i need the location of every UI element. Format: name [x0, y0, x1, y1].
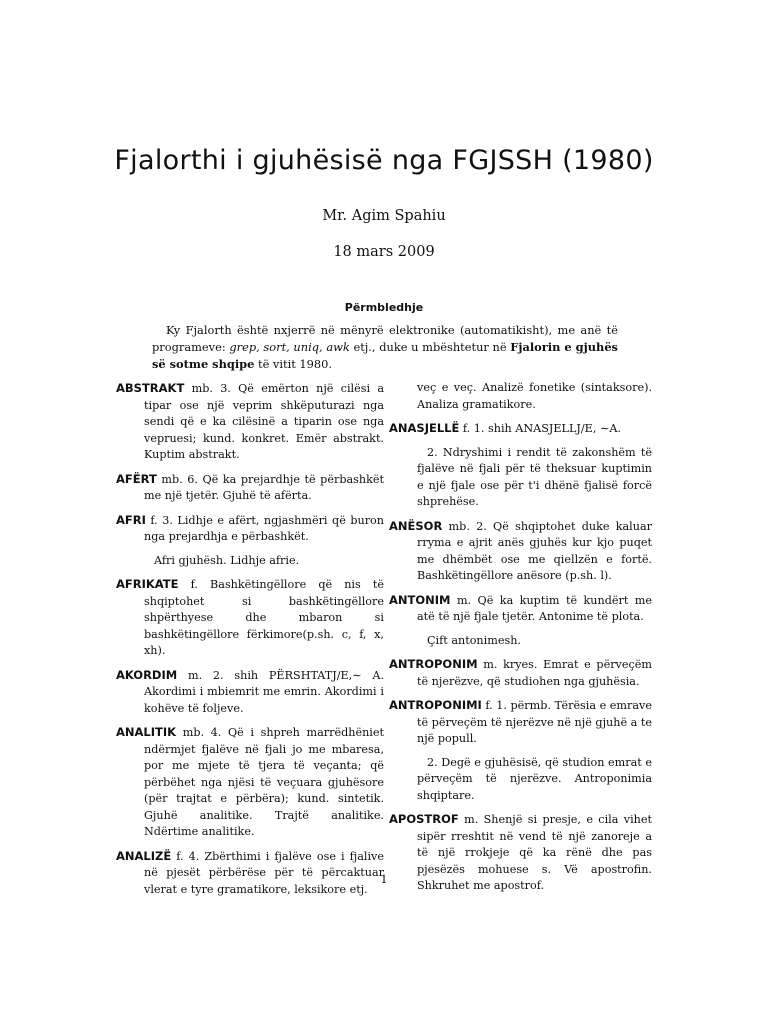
- author: Mr. Agim Spahiu: [322, 208, 446, 224]
- definition: f. 4. Zbërthimi i fjalëve ose i fjalive në pjesët përbërëse për të përcaktuar vlerat e tyre gramatikore, leksikore etj.: [144, 849, 384, 896]
- headword: ABSTRAKT: [116, 381, 185, 395]
- definition: mb. 2. Që shqiptohet duke kaluar rryma e ajrit anës gjuhës kur kjo puqet me dhëmbët ose me qiellzën e fortë. Bashkëtingëllore anësore (p.sh. l).: [417, 519, 652, 582]
- definition: mb. 6. Që ka prejardhje të përbashkët me një tjetër. Gjuhë të afërta.: [144, 472, 384, 502]
- entry-akordim: [116, 667, 384, 718]
- abstract-text: [152, 322, 618, 373]
- entry-afri: [116, 512, 384, 546]
- definition: mb. 3. Që emërton një cilësi a tipar ose një veprim shkëputurazi nga sendi që e ka cilësinë a tiparin ose nga vepruesi; kund. konkret. Emër abstrakt. Kuptim abstrakt.: [144, 382, 384, 461]
- abstract-part2: etj., duke u mbështetur në: [349, 340, 511, 354]
- entry-afert: [116, 471, 384, 505]
- paper-title: Fjalorthi i gjuhësisë nga FGJSSH (1980): [114, 145, 654, 176]
- headword: ANTONIM: [389, 592, 451, 607]
- page-number: 1: [380, 872, 388, 886]
- entry-anasjelle-sub: 2. Ndryshimi i rendit të zakonshëm të fjalëve në fjali për të theksuar kuptimin e një fjale ose për t'i dhënë fjalisë forcë shprehëse.: [417, 445, 652, 508]
- definition: f. 1. shih ANASJELLJ/E, ∼A.: [459, 422, 621, 435]
- entry-abstrakt: [116, 380, 384, 464]
- entry-antonim-sub: Çift antonimesh.: [427, 633, 521, 647]
- definition: m. Që ka kuptim të kundërt me atë të një fjale tjetër. Antonime të plota.: [417, 593, 652, 623]
- left-column: [116, 380, 384, 905]
- entry-antroponimi-sub: 2. Degë e gjuhësisë, që studion emrat e përveçëm të njerëzve. Antroponimia shqiptare.: [417, 755, 652, 802]
- abstract-part1: Ky Fjalorth është nxjerrë në mënyrë elektronike (automatikisht), me anë të programeve:: [152, 323, 618, 354]
- headword: ANASJELLË: [389, 421, 460, 435]
- headword: AFRIKATE: [116, 577, 179, 591]
- definition: f. Bashkëtingëllore që nis të shqiptohet si bashkëtingëllore shpërthyese dhe mbaron si bashkëtingëllore fërkimore(p.sh. c, f, x, xh).: [144, 578, 384, 657]
- entry-afri-sub: Afri gjuhësh. Lidhje afrie.: [154, 553, 300, 567]
- entry-antonim: [389, 592, 652, 626]
- headword: ANALITIK: [116, 725, 177, 739]
- date: 18 mars 2009: [333, 244, 435, 260]
- headword: ANTROPONIM: [389, 657, 478, 671]
- abstract-part3: të vitit 1980.: [254, 357, 333, 371]
- entry-analitik: [116, 724, 384, 841]
- entry-anasjelle: [389, 420, 652, 438]
- headword: AKORDIM: [116, 667, 178, 682]
- entry-analize-continued: veç e veç. Analizë fonetike (sintaksore). Analiza gramatikore.: [417, 381, 652, 411]
- right-column: [389, 380, 652, 902]
- abstract-bold: Fjalorin e gjuhës së sotme shqipe: [152, 340, 618, 371]
- definition: f. 3. Lidhje e afërt, ngjashmëri që buron nga prejardhja e përbashkët.: [144, 513, 384, 543]
- entry-afrikate: [116, 576, 384, 660]
- headword: ANËSOR: [389, 518, 443, 533]
- headword: ANTROPONIMI: [389, 698, 482, 712]
- definition: f. 1. përmb. Tërësia e emrave të përveçëm të njerëzve në një gjuhë a te një popull.: [417, 699, 652, 745]
- entry-antroponim: [389, 656, 652, 690]
- definition: m. 2. shih PËRSHTATJ/E,∼ A. Akordimi i mbiemrit me emrin. Akordimi i kohëve të foljeve.: [144, 668, 384, 715]
- headword: AFËRT: [116, 471, 157, 486]
- entry-antroponimi: [389, 697, 652, 748]
- abstract-heading: Përmbledhje: [344, 301, 424, 314]
- abstract-programs: grep, sort, uniq, awk: [229, 340, 350, 354]
- headword: APOSTROF: [389, 812, 459, 826]
- headword: ANALIZË: [116, 848, 172, 863]
- definition: m. kryes. Emrat e përveçëm të njerëzve, që studiohen nga gjuhësia.: [417, 658, 652, 688]
- definition: m. Shenjë si presje, e cila vihet sipër rreshtit në vend të një zanoreje a të një rrokjeje që ka rënë dhe pas pjesëzës mohuese s. Vë apostrofin. Shkruhet me apostrof.: [417, 813, 652, 892]
- entry-anesor: [389, 518, 652, 585]
- headword: AFRI: [116, 512, 146, 527]
- definition: mb. 4. Që i shpreh marrëdhëniet ndërmjet fjalëve në fjali jo me mbaresa, por me mjete të tjera të veçanta; që përbëhet nga njësi të veçuara gjuhësore (për trajtat e përbëra); kund. sintetik. Gjuhë analitike. Trajtë analitike. Ndërtime analitike.: [144, 726, 384, 838]
